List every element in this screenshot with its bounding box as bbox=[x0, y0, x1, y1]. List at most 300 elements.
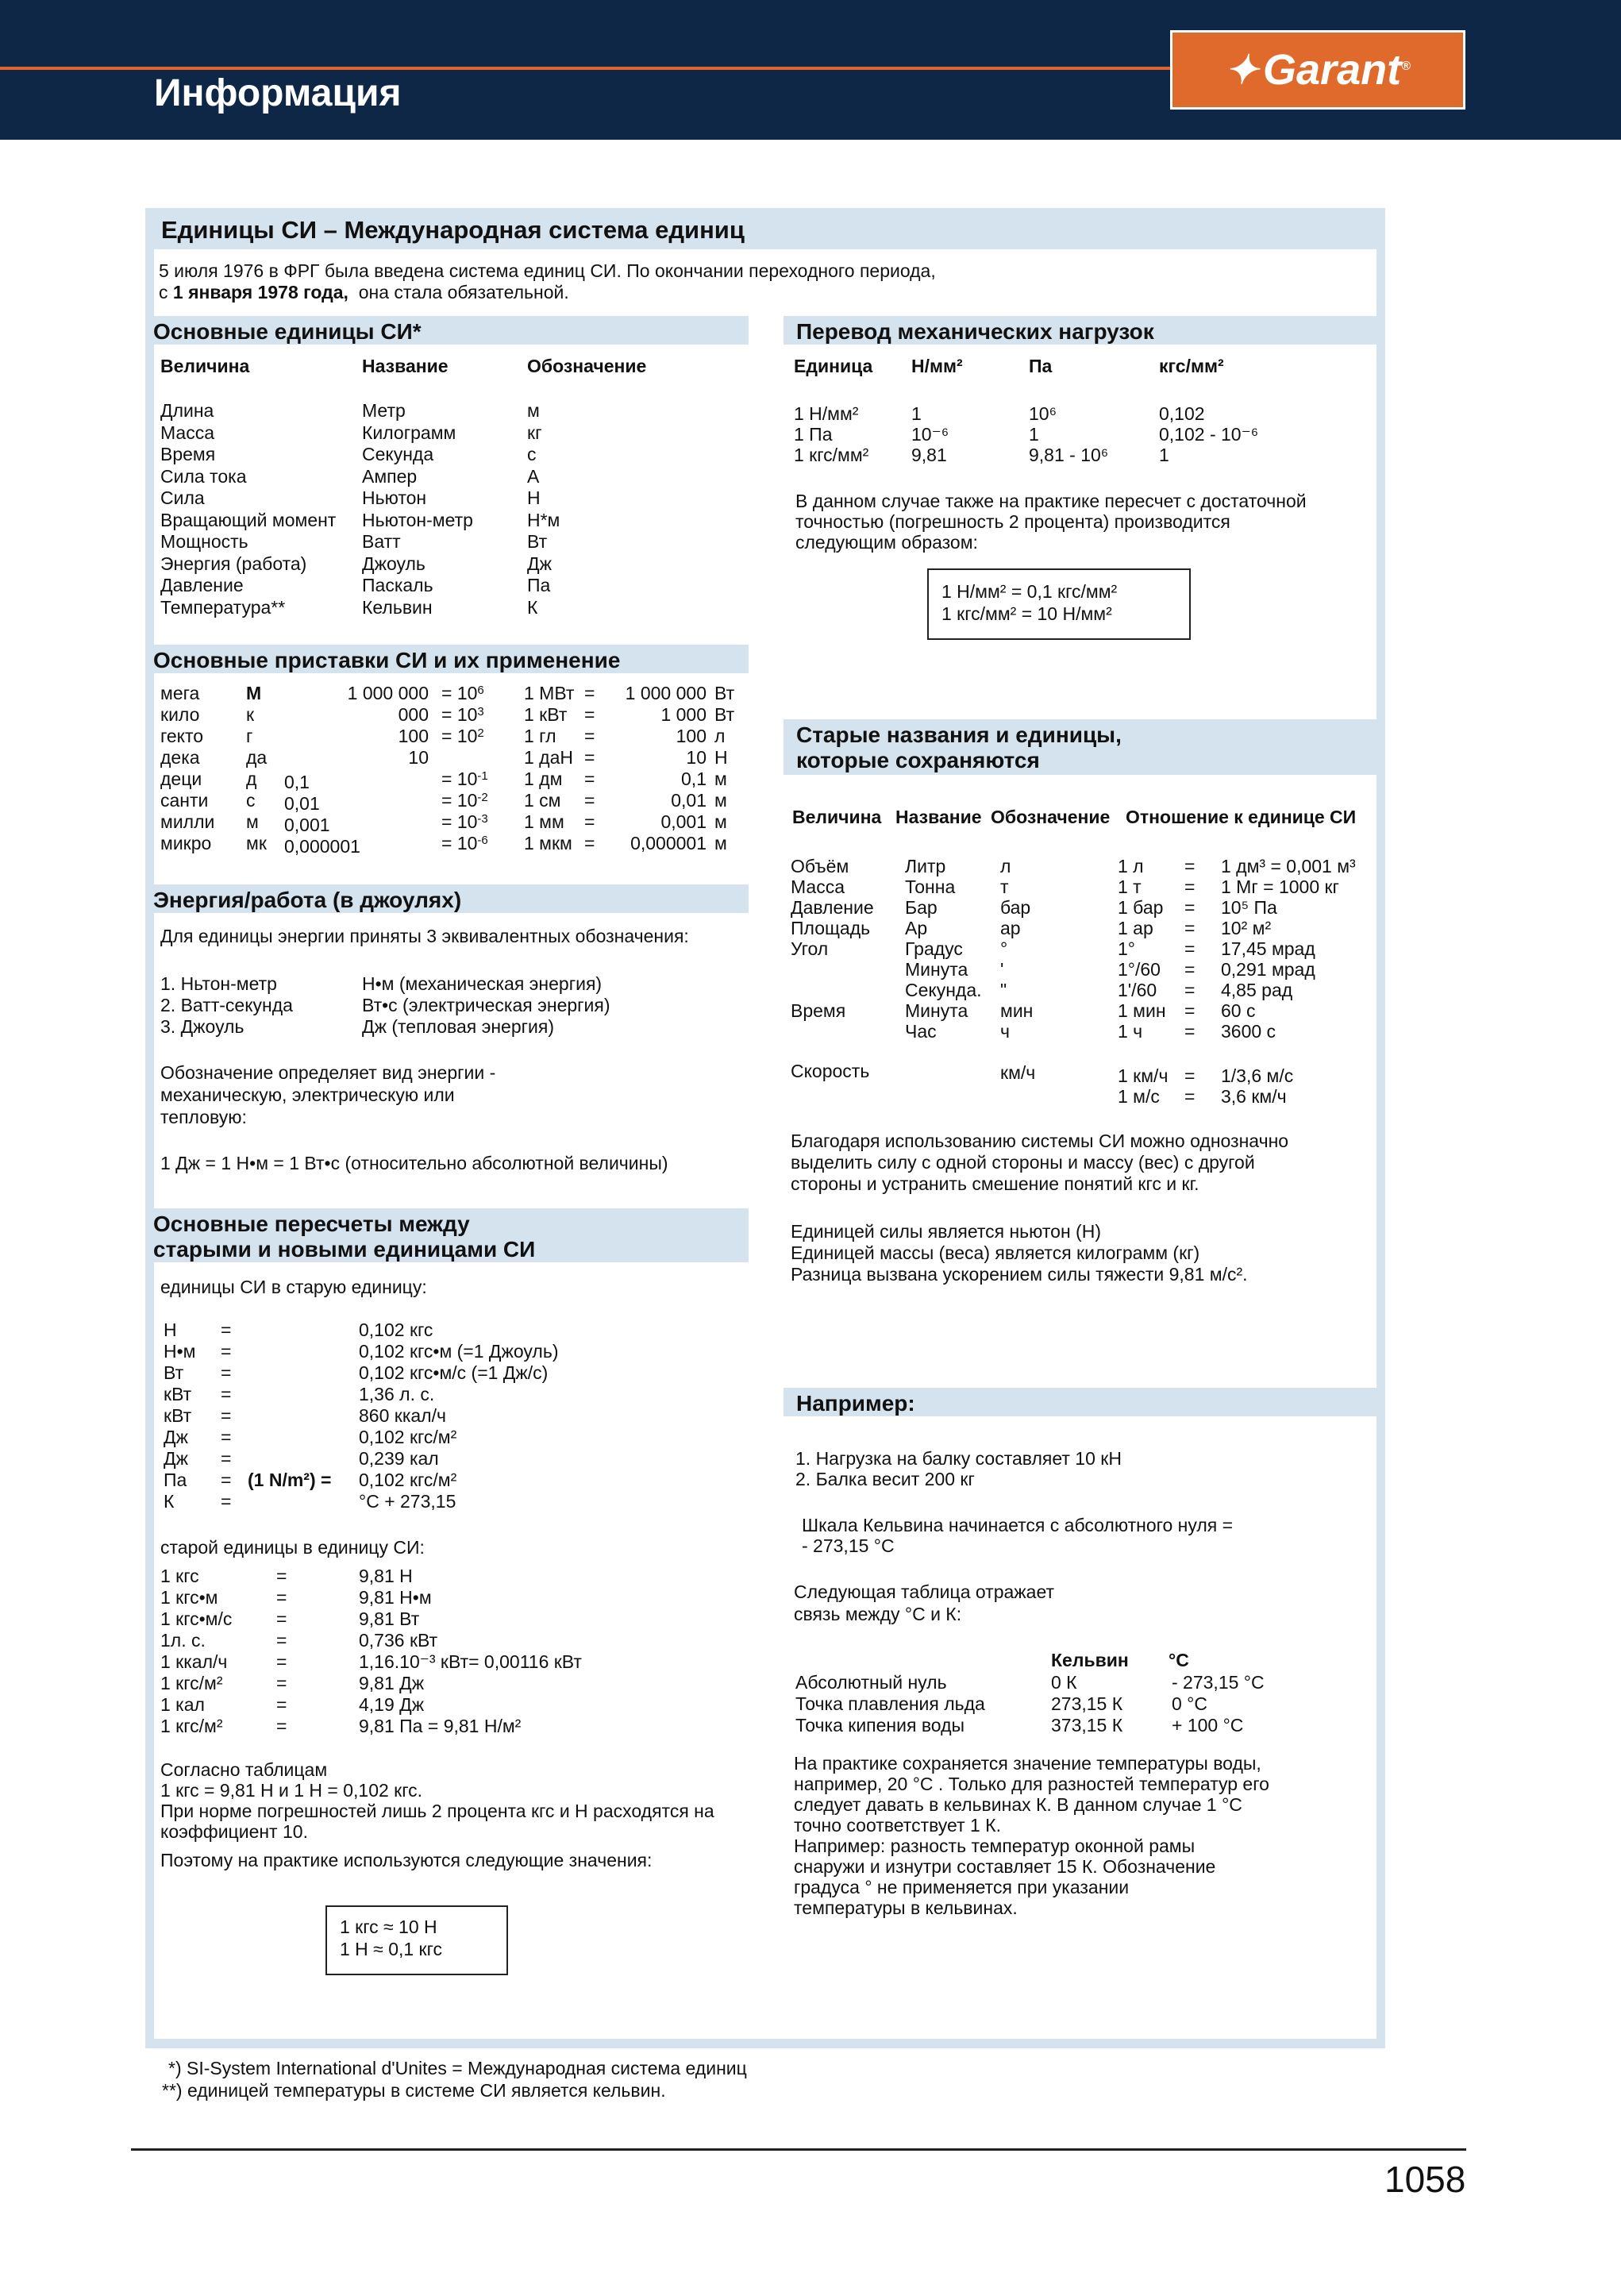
prefix-example: 1 дм bbox=[524, 769, 563, 789]
old-units-symbol: " bbox=[1000, 980, 1007, 1000]
old-units-symbol: мин bbox=[1000, 1000, 1034, 1021]
prefix-equals: = bbox=[584, 769, 595, 789]
to-si-unit: 1 кал bbox=[160, 1694, 205, 1715]
to-old-equals: = bbox=[221, 1448, 232, 1469]
old-units-symbol: бар bbox=[1000, 897, 1031, 918]
prefix-value: 000 bbox=[398, 704, 429, 725]
mech-cell: 1 bbox=[1159, 445, 1169, 465]
to-old-equals: = bbox=[221, 1427, 232, 1447]
energy-item-name: 2. Ватт-секунда bbox=[160, 995, 293, 1015]
conversion-note: При норме погрешностей лишь 2 процента кгс и Н расходятся на bbox=[160, 1801, 714, 1821]
example-item: 2. Балка весит 200 кг bbox=[795, 1469, 975, 1489]
to-si-unit: 1 ккал/ч bbox=[160, 1651, 228, 1672]
to-si-value: 9,81 Па = 9,81 Н/м² bbox=[359, 1716, 522, 1736]
old-units-quantity: Давление bbox=[791, 897, 874, 918]
to-old-equals: = bbox=[221, 1362, 232, 1383]
to-old-equals: = bbox=[221, 1384, 232, 1404]
old-units-equals: = bbox=[1184, 980, 1196, 1000]
to-old-unit: Дж bbox=[164, 1427, 188, 1447]
example-final-text: снаружи и изнутри составляет 15 К. Обозначение bbox=[794, 1856, 1216, 1877]
mech-header: Н/мм² bbox=[911, 356, 963, 376]
example-final-text: точно соответствует 1 К. bbox=[794, 1815, 1001, 1836]
to-si-unit: 1 кгс•м/с bbox=[160, 1608, 233, 1629]
to-old-value: 0,102 кгс•м (=1 Джоуль) bbox=[359, 1341, 559, 1362]
to-old-value: 0,239 кал bbox=[359, 1448, 439, 1469]
prefix-example: 1 см bbox=[524, 790, 561, 811]
prefix-unit: м bbox=[714, 790, 727, 811]
old-units-header: Отношение к единице СИ bbox=[1126, 807, 1357, 827]
old-units-si-lhs: 1° bbox=[1118, 938, 1135, 959]
to-old-unit: Па bbox=[164, 1470, 187, 1490]
example-final-text: На практике сохраняется значение температуры воды, bbox=[794, 1753, 1261, 1774]
example-final-text: температуры в кельвинах. bbox=[794, 1897, 1018, 1918]
mech-cell: 10⁻⁶ bbox=[911, 424, 949, 445]
basic-units-cell: Время bbox=[160, 444, 216, 464]
to-si-value: 4,19 Дж bbox=[359, 1694, 425, 1715]
conversion-note: 1 кгс = 9,81 Н и 1 Н = 0,102 кгс. bbox=[160, 1780, 423, 1801]
energy-note-1: Обозначение определяет вид энергии - bbox=[160, 1062, 496, 1083]
main-title: Единицы СИ – Международная система единиц bbox=[145, 208, 1385, 249]
prefix-power: = $10^3$ bbox=[441, 704, 484, 725]
basic-units-header: Величина bbox=[160, 356, 250, 376]
kelvin-note: Шкала Кельвина начинается с абсолютного нуля = bbox=[802, 1515, 1234, 1535]
old-units-quantity: Масса bbox=[791, 876, 845, 897]
basic-units-cell: Метр bbox=[362, 400, 406, 421]
to-old-value: 0,102 кгс/м² bbox=[359, 1470, 457, 1490]
to-old-unit: Н bbox=[164, 1319, 177, 1340]
intro-line-2: с 1 января 1978 года, она стала обязательной. bbox=[159, 282, 569, 302]
prefix-example: 1 гл bbox=[524, 726, 556, 746]
prefix-value: 0,001 bbox=[284, 815, 330, 835]
old-units-name: Литр bbox=[905, 856, 946, 876]
garant-logo-text: Garant bbox=[1263, 46, 1402, 94]
energy-item-symbol: Вт•с (электрическая энергия) bbox=[362, 995, 610, 1015]
old-units-name: Час bbox=[905, 1021, 937, 1042]
prefix-example: 1 мкм bbox=[524, 833, 572, 853]
prefix-value: 10 bbox=[408, 747, 429, 768]
prefix-value: 0,1 bbox=[284, 772, 310, 792]
basic-units-cell: Ньютон bbox=[362, 487, 427, 508]
prefix-equals: = bbox=[584, 747, 595, 768]
to-old-equals: = bbox=[221, 1470, 232, 1490]
old-units-si-rhs: 10⁵ Па bbox=[1221, 897, 1277, 918]
garant-logo-icon: ✦ bbox=[1225, 48, 1259, 92]
prefix-symbol: г bbox=[246, 726, 253, 746]
old-units-si-rhs: 10² м² bbox=[1221, 918, 1272, 938]
kelvin-table-celsius: - 273,15 °С bbox=[1172, 1672, 1265, 1693]
example-item: 1. Нагрузка на балку составляет 10 кН bbox=[795, 1448, 1122, 1469]
old-units-para1: выделить силу с одной стороны и массу (вес) с другой bbox=[791, 1152, 1255, 1173]
to-si-equals: = bbox=[276, 1716, 287, 1736]
energy-item-symbol: Н•м (механическая энергия) bbox=[362, 973, 603, 994]
prefix-amount: 0,1 bbox=[681, 769, 707, 789]
old-units-quantity: Угол bbox=[791, 938, 829, 959]
prefix-unit: м bbox=[714, 769, 727, 789]
to-old-unit: кВт bbox=[164, 1384, 192, 1404]
old-units-si-lhs: 1°/60 bbox=[1118, 959, 1161, 980]
basic-units-cell: Кельвин bbox=[362, 596, 433, 618]
prefix-value: 1 000 000 bbox=[347, 683, 429, 703]
prefix-power: = $10^6$ bbox=[441, 683, 484, 703]
old-units-name: Градус bbox=[905, 938, 963, 959]
kelvin-table-label: Абсолютный нуль bbox=[795, 1672, 947, 1693]
basic-units-cell: Паскаль bbox=[362, 575, 433, 595]
to-old-unit: Н•м bbox=[164, 1341, 196, 1362]
to-old-value: 0,102 кгс•м/с (=1 Дж/с) bbox=[359, 1362, 549, 1383]
to-old-label: единицы СИ в старую единицу: bbox=[160, 1277, 427, 1297]
example-final-text: градуса ° не применяется при указании bbox=[794, 1877, 1130, 1897]
to-old-unit: кВт bbox=[164, 1405, 192, 1426]
old-units-si-rhs: 1 дм³ = 0,001 м³ bbox=[1221, 856, 1356, 876]
old-units-si-rhs: 17,45 мрад bbox=[1221, 938, 1315, 959]
prefix-power: = $10^{-6}$ bbox=[441, 833, 488, 853]
footnote-1: *) SI-System International d'Unites = Международная система единиц bbox=[168, 2058, 747, 2078]
kelvin-note: - 273,15 °С bbox=[802, 1535, 895, 1556]
mech-cell: 1 кгс/мм² bbox=[794, 445, 869, 465]
prefix-symbol: с bbox=[246, 790, 256, 811]
old-units-quantity: Площадь bbox=[791, 918, 871, 938]
old-units-name: Минута bbox=[905, 1000, 968, 1021]
energy-item-name: 3. Джоуль bbox=[160, 1016, 244, 1037]
to-old-equals: = bbox=[221, 1405, 232, 1426]
example-title: Например: bbox=[784, 1388, 1385, 1416]
basic-units-cell: Сила тока bbox=[160, 465, 247, 487]
basic-units-cell: А bbox=[527, 465, 540, 487]
to-old-value: 0,102 кгс bbox=[359, 1319, 433, 1340]
prefix-unit: Н bbox=[714, 747, 728, 768]
to-si-equals: = bbox=[276, 1566, 287, 1586]
kelvin-table-header: Кельвин bbox=[1051, 1650, 1129, 1670]
basic-units-cell: Вт bbox=[527, 531, 548, 552]
to-old-equals: = bbox=[221, 1491, 232, 1512]
to-si-label: старой единицы в единицу СИ: bbox=[160, 1537, 425, 1558]
speed-si-lhs: 1 м/с bbox=[1118, 1086, 1160, 1107]
mech-cell: 1 bbox=[911, 403, 922, 424]
conversion-note: Согласно таблицам bbox=[160, 1759, 328, 1780]
to-si-unit: 1 кгс/м² bbox=[160, 1673, 223, 1693]
basic-units-header: Обозначение bbox=[527, 356, 647, 376]
old-units-si-rhs: 3600 с bbox=[1221, 1021, 1276, 1042]
old-units-symbol: л bbox=[1000, 856, 1011, 876]
kelvin-table-label: Точка плавления льда bbox=[795, 1693, 985, 1714]
old-units-name: Ар bbox=[905, 918, 928, 938]
to-old-unit: К bbox=[164, 1491, 175, 1512]
energy-intro: Для единицы энергии приняты 3 эквивалентных обозначения: bbox=[160, 926, 689, 946]
mech-box: 1 Н/мм² = 0,1 кгс/мм² 1 кгс/мм² = 10 Н/мм² bbox=[927, 568, 1191, 640]
speed-equals: = bbox=[1184, 1065, 1196, 1086]
kelvin-table-header: °С bbox=[1169, 1650, 1189, 1670]
prefix-amount: 100 bbox=[676, 726, 707, 746]
to-si-unit: 1л. с. bbox=[160, 1630, 206, 1651]
prefix-power: = $10^2$ bbox=[441, 726, 484, 746]
prefix-name: санти bbox=[160, 790, 209, 811]
prefix-amount: 0,001 bbox=[660, 811, 707, 832]
prefix-equals: = bbox=[584, 811, 595, 832]
mech-header: кгс/мм² bbox=[1159, 356, 1224, 376]
kelvin-table-kelvin: 373,15 К bbox=[1051, 1715, 1123, 1735]
old-units-equals: = bbox=[1184, 897, 1196, 918]
prefix-symbol: м bbox=[246, 811, 259, 832]
prefix-unit: Вт bbox=[714, 704, 735, 725]
conversion-note: Поэтому на практике используются следующие значения: bbox=[160, 1850, 653, 1870]
old-units-quantity: Объём bbox=[791, 856, 849, 876]
to-si-value: 9,81 Н bbox=[359, 1566, 413, 1586]
prefix-amount: 0,000001 bbox=[630, 833, 707, 853]
prefix-unit: л bbox=[714, 726, 726, 746]
prefix-amount: 0,01 bbox=[671, 790, 707, 811]
old-units-equals: = bbox=[1184, 938, 1196, 959]
prefix-example: 1 мм bbox=[524, 811, 564, 832]
prefix-name: кило bbox=[160, 704, 200, 725]
old-units-para2: Единицей массы (веса) является килограмм (кг) bbox=[791, 1242, 1200, 1263]
basic-units-cell: Па bbox=[527, 575, 551, 595]
prefix-value: 100 bbox=[398, 726, 429, 746]
to-si-unit: 1 кгс bbox=[160, 1566, 199, 1586]
basic-units-cell: К bbox=[527, 596, 538, 618]
speed-quantity: Скорость bbox=[791, 1061, 870, 1081]
conversion-note: коэффициент 10. bbox=[160, 1821, 308, 1842]
to-si-equals: = bbox=[276, 1673, 287, 1693]
mech-note-3: следующим образом: bbox=[795, 532, 978, 553]
energy-note-3: тепловую: bbox=[160, 1107, 247, 1127]
old-units-symbol: ар bbox=[1000, 918, 1021, 938]
prefix-equals: = bbox=[584, 683, 595, 703]
to-old-value: 860 ккал/ч bbox=[359, 1405, 446, 1426]
basic-units-cell: Масса bbox=[160, 422, 215, 443]
to-old-equals: = bbox=[221, 1341, 232, 1362]
old-units-equals: = bbox=[1184, 1000, 1196, 1021]
basic-units-cell: Температура** bbox=[160, 596, 286, 618]
basic-units-cell: Энергия (работа) bbox=[160, 553, 307, 574]
page-number: 1058 bbox=[1384, 2159, 1466, 2200]
to-si-value: 0,736 кВт bbox=[359, 1630, 438, 1651]
to-old-mid: (1 N/m²) = bbox=[248, 1470, 332, 1490]
basic-units-cell: Ватт bbox=[362, 531, 401, 552]
old-units-para2: Единицей силы является ньютон (Н) bbox=[791, 1221, 1101, 1242]
mech-note-1: В данном случае также на практике пересчет с достаточной bbox=[795, 491, 1307, 511]
prefix-name: дека bbox=[160, 747, 200, 768]
energy-title: Энергия/работа (в джоулях) bbox=[145, 884, 749, 913]
to-si-value: 1,16.10⁻³ кВт= 0,00116 кВт bbox=[359, 1651, 582, 1672]
basic-units-cell: м bbox=[527, 400, 540, 421]
old-units-quantity: Время bbox=[791, 1000, 846, 1021]
prefix-name: микро bbox=[160, 833, 212, 853]
prefix-equals: = bbox=[584, 704, 595, 725]
old-units-equals: = bbox=[1184, 959, 1196, 980]
prefix-name: деци bbox=[160, 769, 202, 789]
old-units-si-rhs: 60 с bbox=[1221, 1000, 1256, 1021]
to-si-equals: = bbox=[276, 1608, 287, 1629]
prefix-name: мега bbox=[160, 683, 200, 703]
to-si-value: 9,81 Н•м bbox=[359, 1587, 432, 1608]
mech-note-2: точностью (погрешность 2 процента) производится bbox=[795, 511, 1230, 532]
old-units-si-lhs: 1 ч bbox=[1118, 1021, 1143, 1042]
to-old-equals: = bbox=[221, 1319, 232, 1340]
prefix-symbol: мк bbox=[246, 833, 267, 853]
prefix-power: = $10^{-2}$ bbox=[441, 790, 488, 811]
old-units-header: Величина bbox=[792, 807, 882, 827]
basic-units-cell: Длина bbox=[160, 400, 214, 421]
old-units-name: Минута bbox=[905, 959, 968, 980]
example-final-text: Например: разность температур оконной рамы bbox=[794, 1836, 1196, 1856]
mech-header: Па bbox=[1029, 356, 1053, 376]
mech-cell: 1 Па bbox=[794, 424, 833, 445]
old-units-symbol: т bbox=[1000, 876, 1009, 897]
old-units-header: Название bbox=[895, 807, 982, 827]
basic-units-cell: Вращающий момент bbox=[160, 509, 337, 530]
example-final-text: следует давать в кельвинах К. В данном случае 1 °С bbox=[794, 1794, 1242, 1815]
prefix-example: 1 даН bbox=[524, 747, 574, 768]
prefix-equals: = bbox=[584, 833, 595, 853]
basic-units-cell: с bbox=[527, 444, 537, 464]
table-intro: Следующая таблица отражает bbox=[794, 1581, 1055, 1602]
to-old-unit: Вт bbox=[164, 1362, 184, 1383]
old-units-si-lhs: 1 л bbox=[1118, 856, 1144, 876]
old-units-symbol: ч bbox=[1000, 1021, 1010, 1042]
old-units-symbol: ° bbox=[1000, 938, 1008, 959]
old-units-si-lhs: 1 бар bbox=[1118, 897, 1164, 918]
to-old-value: 0,102 кгс/м² bbox=[359, 1427, 457, 1447]
prefix-symbol: М bbox=[246, 683, 262, 703]
to-si-equals: = bbox=[276, 1694, 287, 1715]
mech-cell: 0,102 - 10⁻⁶ bbox=[1159, 424, 1259, 445]
mech-cell: 1 Н/мм² bbox=[794, 403, 859, 424]
old-units-name: Тонна bbox=[905, 876, 956, 897]
footer-rule bbox=[131, 2148, 1466, 2151]
mech-cell: 0,102 bbox=[1159, 403, 1205, 424]
prefix-example: 1 кВт bbox=[524, 704, 568, 725]
basic-units-title: Основные единицы СИ* bbox=[145, 316, 749, 345]
basic-units-cell: Ньютон-метр bbox=[362, 509, 473, 530]
to-si-unit: 1 кгс•м bbox=[160, 1587, 218, 1608]
old-units-name: Бар bbox=[905, 897, 938, 918]
prefix-name: милли bbox=[160, 811, 215, 832]
to-old-unit: Дж bbox=[164, 1448, 188, 1469]
basic-units-cell: Секунда bbox=[362, 444, 434, 464]
old-units-si-lhs: 1 ар bbox=[1118, 918, 1153, 938]
old-units-para2: Разница вызвана ускорением силы тяжести 9,81 м/с². bbox=[791, 1264, 1248, 1285]
to-si-equals: = bbox=[276, 1587, 287, 1608]
prefixes-title: Основные приставки СИ и их применение bbox=[145, 645, 749, 673]
old-units-si-rhs: 4,85 рад bbox=[1221, 980, 1293, 1000]
kelvin-table-kelvin: 0 К bbox=[1051, 1672, 1077, 1693]
old-units-equals: = bbox=[1184, 856, 1196, 876]
speed-si-lhs: 1 км/ч bbox=[1118, 1065, 1169, 1086]
energy-item-name: 1. Ньтон-метр bbox=[160, 973, 277, 994]
to-si-unit: 1 кгс/м² bbox=[160, 1716, 223, 1736]
garant-logo: ✦ Garant ® bbox=[1170, 30, 1465, 110]
energy-note-2: механическую, электрическую или bbox=[160, 1084, 455, 1105]
basic-units-header: Название bbox=[362, 356, 449, 376]
prefix-symbol: да bbox=[246, 747, 268, 768]
old-units-name: Секунда. bbox=[905, 980, 982, 1000]
kelvin-table-label: Точка кипения воды bbox=[795, 1715, 965, 1735]
prefix-equals: = bbox=[584, 726, 595, 746]
intro-line-1: 5 июля 1976 в ФРГ была введена система единиц СИ. По окончании переходного периода, bbox=[159, 260, 936, 281]
old-units-title: Старые названия и единицы, которые сохраняются bbox=[784, 719, 1385, 775]
old-units-si-lhs: 1 мин bbox=[1118, 1000, 1166, 1021]
prefix-value: 0,000001 bbox=[284, 836, 360, 857]
prefix-unit: м bbox=[714, 811, 727, 832]
mech-cell: 9,81 - 10⁶ bbox=[1029, 445, 1109, 465]
basic-units-cell: Сила bbox=[160, 487, 205, 508]
prefix-symbol: к bbox=[246, 704, 255, 725]
basic-units-cell: Дж bbox=[527, 553, 552, 574]
mech-title: Перевод механических нагрузок bbox=[784, 316, 1385, 345]
kelvin-table-celsius: 0 °С bbox=[1172, 1693, 1207, 1714]
speed-si-rhs: 1/3,6 м/с bbox=[1221, 1065, 1294, 1086]
mech-cell: 9,81 bbox=[911, 445, 947, 465]
prefix-unit: Вт bbox=[714, 683, 735, 703]
prefix-symbol: д bbox=[246, 769, 257, 789]
old-units-si-rhs: 1 Мг = 1000 кг bbox=[1221, 876, 1339, 897]
basic-units-cell: Н*м bbox=[527, 509, 560, 530]
old-units-equals: = bbox=[1184, 1021, 1196, 1042]
old-units-si-rhs: 0,291 мрад bbox=[1221, 959, 1315, 980]
old-units-symbol: ' bbox=[1000, 959, 1004, 980]
to-si-equals: = bbox=[276, 1630, 287, 1651]
header-accent-line bbox=[0, 67, 1173, 70]
conversions-title: Основные пересчеты между старыми и новыми единицами СИ bbox=[145, 1208, 749, 1262]
footnote-2: **) единицей температуры в системе СИ является кельвин. bbox=[162, 2080, 666, 2101]
prefix-amount: 1 000 000 bbox=[625, 683, 707, 703]
basic-units-cell: Н bbox=[527, 487, 541, 508]
old-units-equals: = bbox=[1184, 876, 1196, 897]
header-title: Информация bbox=[154, 72, 402, 114]
to-si-equals: = bbox=[276, 1651, 287, 1672]
prefix-amount: 10 bbox=[686, 747, 707, 768]
mech-cell: 10⁶ bbox=[1029, 403, 1057, 424]
to-si-value: 9,81 Дж bbox=[359, 1673, 425, 1693]
example-final-text: например, 20 °С . Только для разностей температур его bbox=[794, 1774, 1269, 1794]
energy-item-symbol: Дж (тепловая энергия) bbox=[362, 1016, 554, 1037]
basic-units-cell: Ампер bbox=[362, 465, 418, 487]
mech-cell: 1 bbox=[1029, 424, 1039, 445]
old-units-para1: Благодаря использованию системы СИ можно однозначно bbox=[791, 1131, 1289, 1151]
prefix-power: = $10^{-3}$ bbox=[441, 811, 488, 832]
old-units-para1: стороны и устранить смешение понятий кгс и кг. bbox=[791, 1173, 1199, 1194]
to-old-value: 1,36 л. с. bbox=[359, 1384, 435, 1404]
prefix-amount: 1 000 bbox=[660, 704, 707, 725]
speed-symbol: км/ч bbox=[1000, 1062, 1036, 1083]
basic-units-cell: Давление bbox=[160, 575, 244, 595]
kgs-newton-box: 1 кгс ≈ 10 Н 1 Н ≈ 0,1 кгс bbox=[325, 1905, 508, 1975]
prefix-unit: м bbox=[714, 833, 727, 853]
energy-equation: 1 Дж = 1 Н•м = 1 Вт•с (относительно абсолютной величины) bbox=[160, 1153, 668, 1173]
mech-header: Единица bbox=[794, 356, 873, 376]
old-units-header: Обозначение bbox=[991, 807, 1111, 827]
kelvin-table-celsius: + 100 °С bbox=[1172, 1715, 1244, 1735]
basic-units-cell: Мощность bbox=[160, 531, 248, 552]
to-si-value: 9,81 Вт bbox=[359, 1608, 420, 1629]
basic-units-cell: Джоуль bbox=[362, 553, 425, 574]
prefix-value: 0,01 bbox=[284, 793, 320, 814]
prefix-name: гекто bbox=[160, 726, 204, 746]
basic-units-cell: кг bbox=[527, 422, 542, 443]
old-units-equals: = bbox=[1184, 918, 1196, 938]
old-units-si-lhs: 1'/60 bbox=[1118, 980, 1157, 1000]
table-intro: связь между °С и К: bbox=[794, 1604, 962, 1624]
speed-si-rhs: 3,6 км/ч bbox=[1221, 1086, 1287, 1107]
old-units-si-lhs: 1 т bbox=[1118, 876, 1142, 897]
speed-equals: = bbox=[1184, 1086, 1196, 1107]
basic-units-cell: Килограмм bbox=[362, 422, 456, 443]
prefix-equals: = bbox=[584, 790, 595, 811]
kelvin-table-kelvin: 273,15 К bbox=[1051, 1693, 1123, 1714]
to-old-value: °С + 273,15 bbox=[359, 1491, 456, 1512]
prefix-power: = $10^{-1}$ bbox=[441, 769, 488, 789]
prefix-example: 1 МВт bbox=[524, 683, 575, 703]
